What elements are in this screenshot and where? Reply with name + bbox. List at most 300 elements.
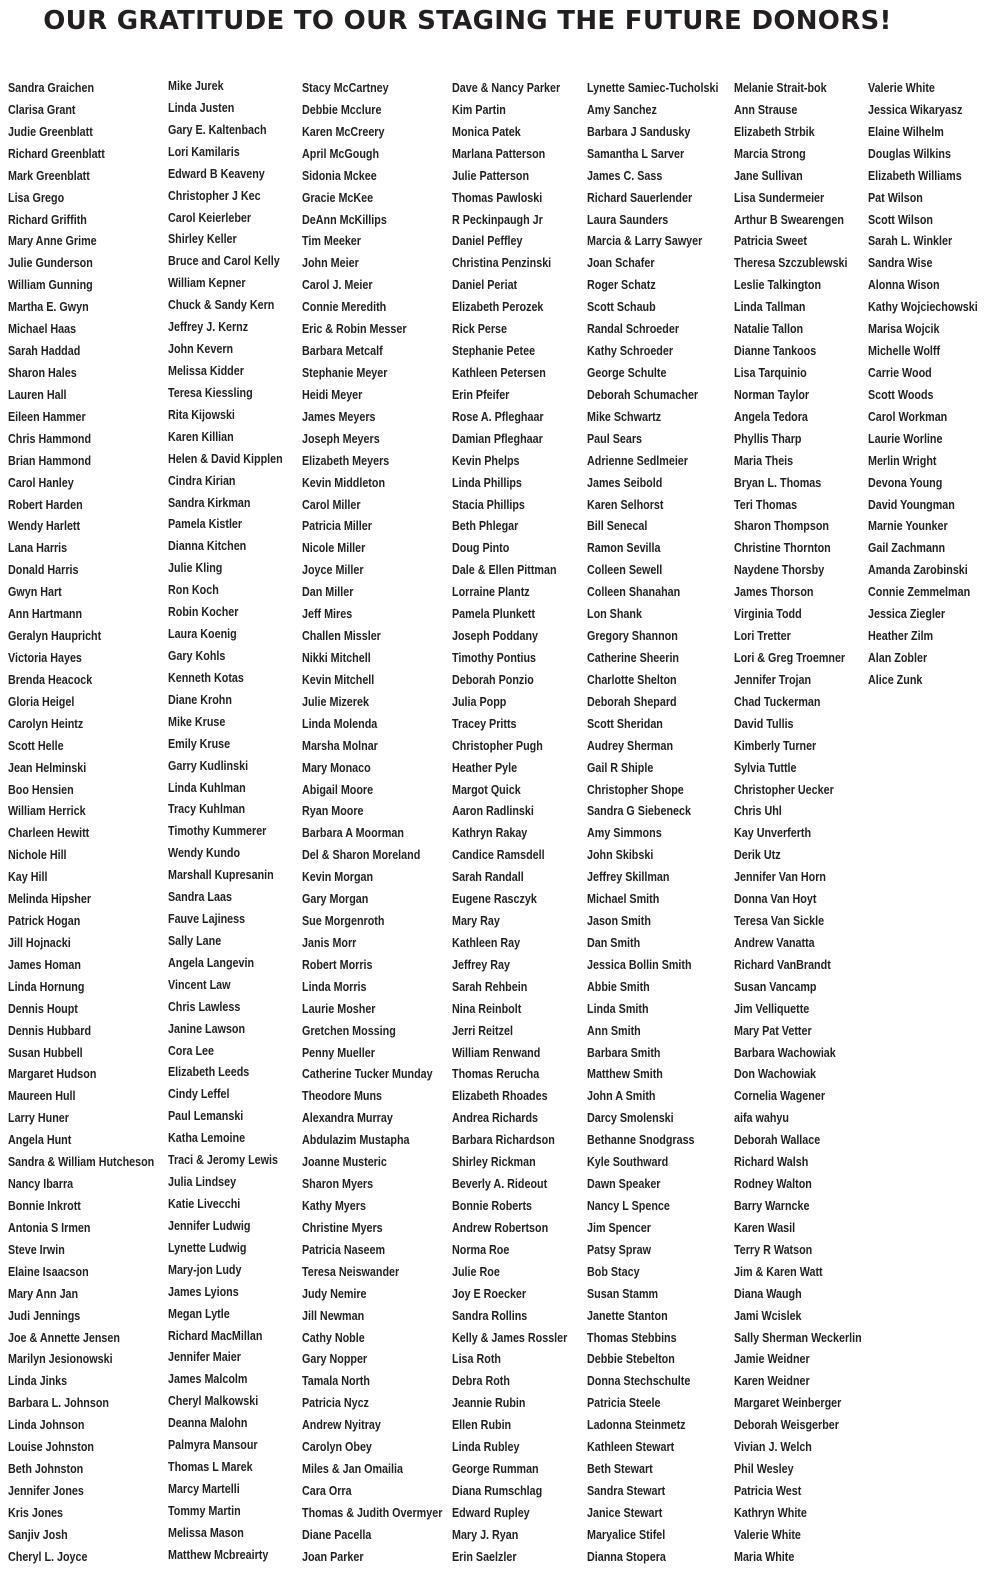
donor-name: Janice Stewart xyxy=(587,1505,663,1520)
donor-name: Shirley Rickman xyxy=(452,1155,536,1170)
donor-name: Randal Schroeder xyxy=(587,322,680,337)
donor-name: Rick Perse xyxy=(452,322,507,337)
donor-name: Robert Morris xyxy=(302,957,373,972)
donor-name: James Thorson xyxy=(734,585,814,600)
donor-name: Joseph Poddany xyxy=(452,629,539,644)
donor-name: Maria White xyxy=(734,1549,795,1564)
donor-name: Matthew Smith xyxy=(587,1067,663,1082)
donor-name: Jeff Mires xyxy=(302,607,353,622)
page-title: OUR GRATITUDE TO OUR STAGING THE FUTURE DONORS! xyxy=(43,6,892,36)
donor-name: Eugene Rasczyk xyxy=(452,892,537,907)
donor-name: Rodney Walton xyxy=(734,1177,812,1192)
donor-column-1 xyxy=(8,78,178,1569)
donor-name: Thomas Rerucha xyxy=(452,1067,540,1082)
donor-name: Kyle Southward xyxy=(587,1155,669,1170)
donor-name: Aaron Radlinski xyxy=(452,804,534,819)
donor-name: Ramon Sevilla xyxy=(587,541,661,556)
donor-name: Dianna Kitchen xyxy=(168,539,247,554)
donor-name: Richard VanBrandt xyxy=(734,957,831,972)
donor-name: Teri Thomas xyxy=(734,497,798,512)
donor-name: Stephanie Petee xyxy=(452,344,536,359)
donor-name: Leslie Talkington xyxy=(734,278,822,293)
donor-name: Pat Wilson xyxy=(868,190,923,205)
donor-name: Richard Sauerlender xyxy=(587,190,693,205)
donor-name: Gracie McKee xyxy=(302,190,374,205)
donor-name: Beth Stewart xyxy=(587,1462,653,1477)
donor-name: Diana Rumschlag xyxy=(452,1484,543,1498)
donor-name: Kevin Phelps xyxy=(452,453,520,468)
donor-name: Tracey Pritts xyxy=(452,716,517,731)
donor-name: Bethanne Snodgrass xyxy=(587,1133,695,1148)
donor-name: Jill Newman xyxy=(302,1308,365,1323)
donor-name: Kenneth Kotas xyxy=(168,670,244,685)
donor-name: Angela Hunt xyxy=(8,1133,72,1148)
donor-name: Edward B Keaveny xyxy=(168,166,265,181)
donor-name: Brian Hammond xyxy=(8,453,92,468)
donor-name: Audrey Sherman xyxy=(587,738,674,753)
donor-name: Roger Schatz xyxy=(587,278,656,293)
donor-name: David Youngman xyxy=(868,497,955,512)
donor-name: Gary Morgan xyxy=(302,892,369,907)
donor-name: Patricia Nycz xyxy=(302,1396,369,1411)
donor-name: Karen Selhorst xyxy=(587,497,664,512)
donor-name: Elizabeth Rhoades xyxy=(452,1089,548,1104)
donor-name: Scott Wilson xyxy=(868,212,934,227)
donor-name: Miles & Jan Omailia xyxy=(302,1462,403,1477)
donor-name: Kevin Morgan xyxy=(302,870,374,885)
donor-name: Bob Stacy xyxy=(587,1264,640,1279)
donor-name: Jennifer Maier xyxy=(168,1350,241,1365)
donor-name: Donald Harris xyxy=(8,563,79,578)
donor-name: Scott Woods xyxy=(868,387,934,402)
donor-name: Samantha L Sarver xyxy=(587,146,685,161)
donor-name: Valerie White xyxy=(868,81,935,95)
donor-name: Stacia Phillips xyxy=(452,497,525,512)
donor-name: Scott Sheridan xyxy=(587,716,663,731)
donor-name: Jim Velliquette xyxy=(734,1001,810,1016)
donor-name: Phil Wesley xyxy=(734,1462,794,1477)
donor-name: Kathryn White xyxy=(734,1505,807,1520)
donor-name: Lauren Hall xyxy=(8,387,67,402)
donor-name: Arthur B Swearengen xyxy=(734,212,844,227)
donor-name: Valerie White xyxy=(734,1527,801,1542)
donor-name: Dan Smith xyxy=(587,935,641,950)
donor-name: Virginia Todd xyxy=(734,607,802,622)
donor-name: Rose A. Pfleghaar xyxy=(452,409,544,424)
donor-name: Barbara A Moorman xyxy=(302,826,404,841)
donor-name: Teresa Van Sickle xyxy=(734,914,825,929)
donor-name: Tim Meeker xyxy=(302,234,361,249)
donor-name: Scott Helle xyxy=(8,738,64,753)
donor-name: aifa wahyu xyxy=(734,1111,789,1126)
donor-name: Colleen Shanahan xyxy=(587,585,681,600)
donor-name: Elizabeth Perozek xyxy=(452,300,544,315)
donor-name: Sue Morgenroth xyxy=(302,914,385,929)
donor-name: Linda Rubley xyxy=(452,1440,520,1455)
donor-name: Alan Zobler xyxy=(868,650,928,665)
donor-name: Andrew Vanatta xyxy=(734,935,815,950)
donor-name: Karen Wasil xyxy=(734,1220,796,1235)
donor-name: Carolyn Obey xyxy=(302,1440,372,1455)
donor-name: Dennis Hubbard xyxy=(8,1023,92,1038)
donor-name: Lynette Ludwig xyxy=(168,1240,247,1255)
donor-name: Melinda Hipsher xyxy=(8,892,92,907)
donor-name: Bill Senecal xyxy=(587,519,648,534)
donor-name: Julie Roe xyxy=(452,1264,500,1279)
donor-name: Sarah Haddad xyxy=(8,344,81,359)
donor-name: Abdulazim Mustapha xyxy=(302,1133,410,1148)
donor-name: Jim Spencer xyxy=(587,1220,651,1235)
donor-name: William Kepner xyxy=(168,276,246,291)
donor-name: Teresa Neiswander xyxy=(302,1264,400,1279)
donor-name: Lon Shank xyxy=(587,607,642,622)
donor-name: Gail R Shiple xyxy=(587,760,654,775)
donor-name: James Malcolm xyxy=(168,1372,248,1387)
donor-name: Laura Koenig xyxy=(168,627,237,642)
donor-name: Gary Nopper xyxy=(302,1352,368,1367)
donor-name: Tommy Martin xyxy=(168,1503,241,1518)
donor-name: Sandra & William Hutcheson xyxy=(8,1155,155,1170)
donor-name: Elaine Wilhelm xyxy=(868,124,944,139)
donor-name: Deborah Shepard xyxy=(587,694,677,709)
donor-name: Charleen Hewitt xyxy=(8,826,90,841)
donor-name: Barbara Smith xyxy=(587,1045,661,1060)
donor-name: Barbara L. Johnson xyxy=(8,1396,109,1411)
donor-name: Connie Meredith xyxy=(302,300,387,315)
donor-name: George Schulte xyxy=(587,365,667,380)
donor-name: Lorraine Plantz xyxy=(452,585,530,600)
donor-name: Michael Smith xyxy=(587,892,660,907)
donor-name: Deanna Malohn xyxy=(168,1416,248,1431)
donor-name: Melissa Mason xyxy=(168,1525,244,1540)
donor-name: Lisa Sundermeier xyxy=(734,190,825,205)
donor-name: Teresa Kiessling xyxy=(168,385,253,400)
donor-name: Kevin Mitchell xyxy=(302,672,375,687)
donor-name: Laura Saunders xyxy=(587,212,669,227)
donor-name: Cheryl Malkowski xyxy=(168,1394,259,1409)
donor-name: Angela Langevin xyxy=(168,955,255,970)
donor-name: David Tullis xyxy=(734,716,794,731)
donor-name: Darcy Smolenski xyxy=(587,1111,674,1126)
donor-name: Gary Kohls xyxy=(168,648,226,663)
donor-name: Lori Kamilaris xyxy=(168,144,240,159)
donor-name: Jason Smith xyxy=(587,914,651,929)
donor-name: Linda Justen xyxy=(168,100,235,115)
donor-name: Maryalice Stifel xyxy=(587,1527,666,1542)
donor-name: Natalie Tallon xyxy=(734,322,804,337)
donor-name: Andrea Richards xyxy=(452,1111,539,1126)
donor-name: Deborah Schumacher xyxy=(587,387,699,402)
donor-name: Chris Hammond xyxy=(8,431,92,446)
donor-name: Richard Griffith xyxy=(8,212,87,227)
donor-column-7 xyxy=(868,78,996,692)
donor-name: Robin Kocher xyxy=(168,605,239,620)
donor-name: Catherine Sheerin xyxy=(587,650,680,665)
donor-name: Kay Hill xyxy=(8,870,48,885)
donor-name: John A Smith xyxy=(587,1089,656,1104)
donor-name: Derik Utz xyxy=(734,848,781,863)
donor-name: Ladonna Steinmetz xyxy=(587,1418,686,1433)
donor-name: Colleen Sewell xyxy=(587,563,663,578)
donor-name: Jami Wcislek xyxy=(734,1308,802,1323)
donor-name: Ryan Moore xyxy=(302,804,364,819)
donor-name: Mike Kruse xyxy=(168,714,226,729)
donor-name: Kathy Schroeder xyxy=(587,344,674,359)
donor-name: Judy Nemire xyxy=(302,1286,367,1301)
donor-name: Beverly A. Rideout xyxy=(452,1177,548,1192)
donor-name: Cora Lee xyxy=(168,1043,215,1058)
donor-name: Sandra G Siebeneck xyxy=(587,804,691,819)
donor-name: Julie Gunderson xyxy=(8,256,93,271)
donor-name: Joyce Miller xyxy=(302,563,364,578)
donor-name: Christopher J Kec xyxy=(168,188,261,203)
donor-name: Elizabeth Leeds xyxy=(168,1065,250,1080)
donor-name: Vivian J. Welch xyxy=(734,1440,812,1455)
donor-name: Amy Simmons xyxy=(587,826,662,841)
donor-name: Janis Morr xyxy=(302,935,357,950)
donor-name: Sarah Rehbein xyxy=(452,979,528,994)
donor-name: Robert Harden xyxy=(8,497,83,512)
donor-name: Linda Molenda xyxy=(302,716,378,731)
donor-name: Judi Jennings xyxy=(8,1308,81,1323)
donor-name: Connie Zemmelman xyxy=(868,585,971,600)
donor-name: Maureen Hull xyxy=(8,1089,76,1104)
donor-name: Angela Tedora xyxy=(734,409,808,424)
donor-name: Victoria Hayes xyxy=(8,650,82,665)
donor-name: Boo Hensien xyxy=(8,782,74,797)
donor-name: Joanne Musteric xyxy=(302,1155,387,1170)
donor-name: Cathy Noble xyxy=(302,1330,365,1345)
donor-name: Debbie Mcclure xyxy=(302,102,382,117)
donor-name: Chris Uhl xyxy=(734,804,782,819)
donor-name: Mike Jurek xyxy=(168,79,224,93)
donor-name: Ron Koch xyxy=(168,583,219,598)
donor-name: Christopher Uecker xyxy=(734,782,834,797)
donor-name: Phyllis Tharp xyxy=(734,431,802,446)
donor-name: Carol Workman xyxy=(868,409,948,424)
donor-name: Marshall Kupresanin xyxy=(168,868,274,883)
donor-name: Jeffrey Ray xyxy=(452,957,510,972)
donor-name: Geralyn Haupricht xyxy=(8,629,102,644)
donor-name: Sarah Randall xyxy=(452,870,524,885)
donor-name: Adrienne Sedlmeier xyxy=(587,453,688,468)
donor-name: Linda Johnson xyxy=(8,1418,85,1433)
donor-name: Ann Smith xyxy=(587,1023,641,1038)
donor-name: Fauve Lajiness xyxy=(168,912,246,927)
donor-name: Jessica Ziegler xyxy=(868,607,946,622)
donor-name: Margot Quick xyxy=(452,782,521,797)
donor-name: Carol Miller xyxy=(302,497,361,512)
donor-name: Jane Sullivan xyxy=(734,168,803,183)
donor-name: Christine Myers xyxy=(302,1220,383,1235)
donor-name: Mark Greenblatt xyxy=(8,168,90,183)
donor-name: Sarah L. Winkler xyxy=(868,234,953,249)
donor-name: William Gunning xyxy=(8,278,93,293)
donor-name: Patricia Miller xyxy=(302,519,372,534)
donor-name: Debra Roth xyxy=(452,1374,510,1389)
donor-name: Nichole Hill xyxy=(8,848,67,863)
donor-name: Laurie Mosher xyxy=(302,1001,376,1016)
donor-name: Linda Kuhlman xyxy=(168,780,246,795)
donor-name: Beth Phlegar xyxy=(452,519,519,534)
donor-name: Mary Anne Grime xyxy=(8,234,97,249)
donor-name: Nancy L Spence xyxy=(587,1199,670,1214)
donor-name: Marlana Patterson xyxy=(452,146,546,161)
donor-name: Kathy Myers xyxy=(302,1199,366,1214)
donor-name: Marnie Younker xyxy=(868,519,948,534)
donor-name: Stephanie Meyer xyxy=(302,365,388,380)
donor-name: Kathleen Petersen xyxy=(452,365,546,380)
donor-name: Diane Pacella xyxy=(302,1527,372,1542)
donor-name: Sylvia Tuttle xyxy=(734,760,797,775)
donor-name: Kathleen Stewart xyxy=(587,1440,675,1455)
donor-name: Barbara Metcalf xyxy=(302,344,383,359)
donor-column-6 xyxy=(734,78,882,1569)
donor-name: Jessica Bollin Smith xyxy=(587,957,692,972)
donor-name: Jill Hojnacki xyxy=(8,935,71,950)
donor-name: Penny Mueller xyxy=(302,1045,375,1060)
donor-name: Patricia Steele xyxy=(587,1396,661,1411)
donor-name: Candice Ramsdell xyxy=(452,848,545,863)
donor-column-2 xyxy=(168,76,301,1567)
donor-name: Bonnie Roberts xyxy=(452,1199,533,1214)
donor-name: Louise Johnston xyxy=(8,1440,94,1455)
donor-name: Melissa Kidder xyxy=(168,363,244,378)
donor-name: Christine Thornton xyxy=(734,541,831,556)
donor-name: Karen McCreery xyxy=(302,124,385,139)
donor-name: Vincent Law xyxy=(168,977,231,992)
donor-name: Alonna Wison xyxy=(868,278,940,293)
donor-name: Beth Johnston xyxy=(8,1462,84,1477)
donor-name: Challen Missler xyxy=(302,629,381,644)
donor-name: Diana Waugh xyxy=(734,1286,802,1301)
donor-name: Dennis Houpt xyxy=(8,1001,78,1016)
donor-name: Traci & Jeromy Lewis xyxy=(168,1153,278,1168)
donor-name: William Herrick xyxy=(8,804,86,819)
donor-name: Timothy Pontius xyxy=(452,650,537,665)
donor-name: Kathleen Ray xyxy=(452,935,521,950)
donor-name: Stacy McCartney xyxy=(302,81,389,95)
donor-name: Tamala North xyxy=(302,1374,370,1389)
donor-name: Sandra Wise xyxy=(868,256,933,271)
donor-name: Nikki Mitchell xyxy=(302,650,371,665)
donor-name: Kris Jones xyxy=(8,1505,63,1520)
donor-name: Dawn Speaker xyxy=(587,1177,661,1192)
donor-name: Susan Vancamp xyxy=(734,979,817,994)
donor-name: Doug Pinto xyxy=(452,541,510,556)
donor-name: Susan Hubbell xyxy=(8,1045,83,1060)
donor-name: Patricia Sweet xyxy=(734,234,807,249)
donor-name: Linda Tallman xyxy=(734,300,806,315)
donor-name: Kay Unverferth xyxy=(734,826,812,841)
donor-name: Melanie Strait-bok xyxy=(734,81,827,95)
donor-name: Jamie Weidner xyxy=(734,1352,810,1367)
donor-name: Diane Krohn xyxy=(168,692,232,707)
donor-name: Carol Hanley xyxy=(8,475,74,490)
donor-name: Dianne Tankoos xyxy=(734,344,817,359)
donor-name: Sharon Thompson xyxy=(734,519,829,534)
donor-name: Wendy Kundo xyxy=(168,846,241,861)
donor-name: Mary Ann Jan xyxy=(8,1286,79,1301)
donor-name: Margaret Hudson xyxy=(8,1067,97,1082)
donor-name: Dave & Nancy Parker xyxy=(452,81,561,95)
donor-name: DeAnn McKillips xyxy=(302,212,387,227)
donor-name: Garry Kudlinski xyxy=(168,758,249,773)
donor-name: Norma Roe xyxy=(452,1242,510,1257)
donor-name: James Meyers xyxy=(302,409,376,424)
donor-name: Gail Zachmann xyxy=(868,541,946,556)
donor-name: April McGough xyxy=(302,146,380,161)
donor-name: Marisa Wojcik xyxy=(868,322,940,337)
donor-name: Linda Hornung xyxy=(8,979,85,994)
donor-name: Clarisa Grant xyxy=(8,102,76,117)
donor-name: Kathy Wojciechowski xyxy=(868,300,978,315)
donor-name: Barbara Richardson xyxy=(452,1133,555,1148)
donor-column-4 xyxy=(452,78,586,1569)
donor-name: Erin Pfeifer xyxy=(452,387,510,402)
donor-name: Erin Saelzler xyxy=(452,1549,517,1564)
donor-name: Jeannie Rubin xyxy=(452,1396,526,1411)
donor-name: Alice Zunk xyxy=(868,672,923,687)
donor-name: Thomas & Judith Overmyer xyxy=(302,1505,443,1520)
donor-name: Sally Lane xyxy=(168,933,222,948)
donor-name: Chuck & Sandy Kern xyxy=(168,298,275,313)
donor-name: James Homan xyxy=(8,957,81,972)
donor-name: Antonia S Irmen xyxy=(8,1220,91,1235)
donor-name: Linda Morris xyxy=(302,979,367,994)
donor-name: Marsha Molnar xyxy=(302,738,378,753)
donor-name: Debbie Stebelton xyxy=(587,1352,675,1367)
donor-name: Jim & Karen Watt xyxy=(734,1264,823,1279)
donor-name: Jennifer Van Horn xyxy=(734,870,827,885)
donor-name: James Lyions xyxy=(168,1284,239,1299)
donor-name: Karen Weidner xyxy=(734,1374,810,1389)
donor-name: Sharon Hales xyxy=(8,365,77,380)
donor-name: Kelly & James Rossler xyxy=(452,1330,568,1345)
donor-name: Heather Pyle xyxy=(452,760,518,775)
donor-name: Heather Zilm xyxy=(868,629,934,644)
donor-name: R Peckinpaugh Jr xyxy=(452,212,543,227)
donor-name: Devona Young xyxy=(868,475,943,490)
donor-name: Judie Greenblatt xyxy=(8,124,93,139)
donor-name: Patsy Spraw xyxy=(587,1242,651,1257)
donor-name: Theodore Muns xyxy=(302,1089,383,1104)
donor-name: Catherine Tucker Munday xyxy=(302,1067,433,1082)
donor-name: Sharon Myers xyxy=(302,1177,374,1192)
donor-name: Maria Theis xyxy=(734,453,794,468)
donor-name: Linda Smith xyxy=(587,1001,649,1016)
donor-name: Mary Monaco xyxy=(302,760,371,775)
donor-name: Pamela Kistler xyxy=(168,517,243,532)
donor-name: Merlin Wright xyxy=(868,453,937,468)
donor-name: Michael Haas xyxy=(8,322,77,337)
donor-name: Jeffrey J. Kernz xyxy=(168,320,249,335)
donor-name: Gretchen Mossing xyxy=(302,1023,396,1038)
donor-name: Lori & Greg Troemner xyxy=(734,650,846,665)
donor-name: James C. Sass xyxy=(587,168,663,183)
donor-name: Carol Keierleber xyxy=(168,210,252,225)
donor-name: Margaret Weinberger xyxy=(734,1396,842,1411)
donor-name: Linda Jinks xyxy=(8,1374,68,1389)
donor-name: Abigail Moore xyxy=(302,782,374,797)
donor-name: Elizabeth Williams xyxy=(868,168,962,183)
donor-name: Douglas Wilkins xyxy=(868,146,951,161)
donor-name: Wendy Harlett xyxy=(8,519,81,534)
donor-name: Julie Mizerek xyxy=(302,694,369,709)
donor-name: Jessica Wikaryasz xyxy=(868,102,963,117)
donor-name: Damian Pfleghaar xyxy=(452,431,543,446)
donor-name: Richard MacMillan xyxy=(168,1328,263,1343)
